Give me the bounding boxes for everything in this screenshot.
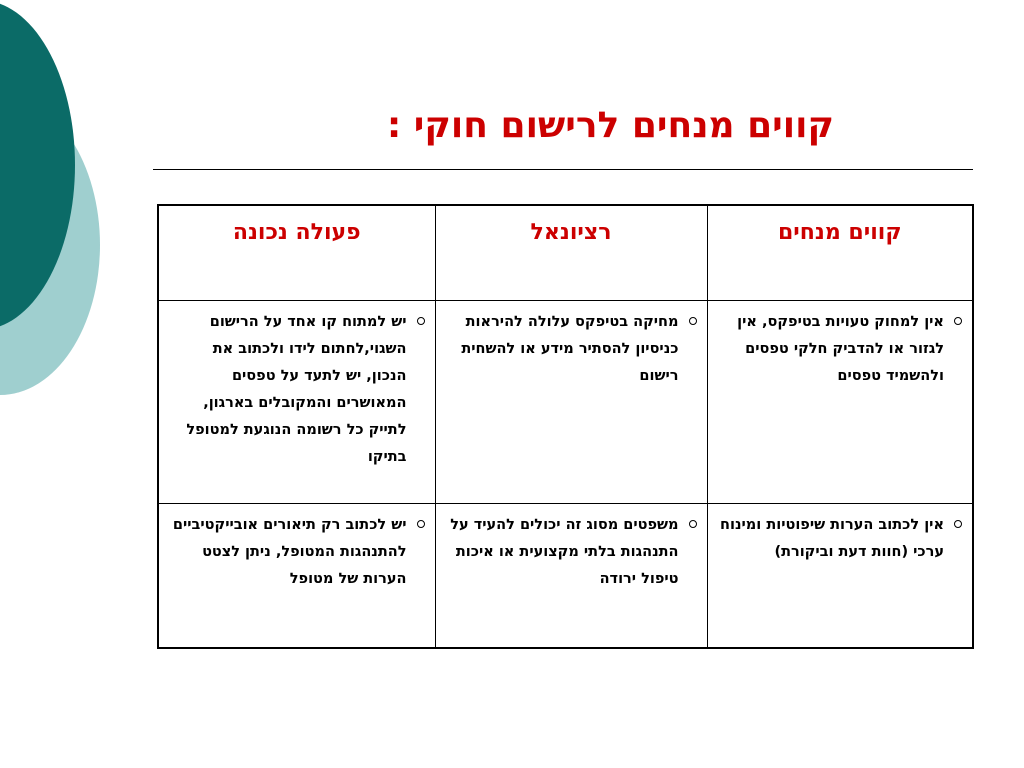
bullet-icon xyxy=(417,317,425,325)
cell-text: אין לכתוב הערות שיפוטיות ומינוח ערכי (חוות דעת וביקורת) xyxy=(720,516,944,560)
table-cell xyxy=(158,300,435,503)
bullet-icon xyxy=(417,520,425,528)
cell-text: אין למחוק טעויות בטיפקס, אין לגזור או להדביק חלקי טפסים ולהשמיד טפסים xyxy=(737,313,944,384)
bullet-icon xyxy=(954,317,962,325)
bullet-icon xyxy=(689,317,697,325)
header-rationale: רציונאל xyxy=(435,205,707,300)
guidelines-table xyxy=(157,204,974,649)
table-row xyxy=(158,300,973,503)
bullet-icon xyxy=(689,520,697,528)
table-row xyxy=(158,503,973,648)
cell-text: יש למתוח קו אחד על הרישום השגוי,לחתום לידו ולכתוב את הנכון, יש לתעד על טפסים המאושרים והמקובלים בארגון, לתייק כל רשומה הנוגעת למטופל בתיקו xyxy=(186,313,407,465)
table-header-row xyxy=(158,205,973,300)
bullet-icon xyxy=(954,520,962,528)
table-cell xyxy=(158,503,435,648)
cell-text: משפטים מסוג זה יכולים להעיד על התנהגות בלתי מקצועית או איכות טיפול ירודה xyxy=(450,516,679,587)
cell-text: יש לכתוב רק תיאורים אובייקטיביים להתנהגות המטופל, ניתן לצטט הערות של מטופל xyxy=(172,516,407,587)
slide-title: קווים מנחים לרישום חוקי : xyxy=(386,105,834,146)
header-correct-action: פעולה נכונה xyxy=(158,205,435,300)
header-guidelines: קווים מנחים xyxy=(707,205,973,300)
table-cell xyxy=(435,503,707,648)
table-cell xyxy=(707,503,973,648)
table-cell xyxy=(707,300,973,503)
title-divider xyxy=(153,169,973,170)
table-cell xyxy=(435,300,707,503)
cell-text: מחיקה בטיפקס עלולה להיראות כניסיון להסתיר מידע או להשחית רישום xyxy=(461,313,679,384)
